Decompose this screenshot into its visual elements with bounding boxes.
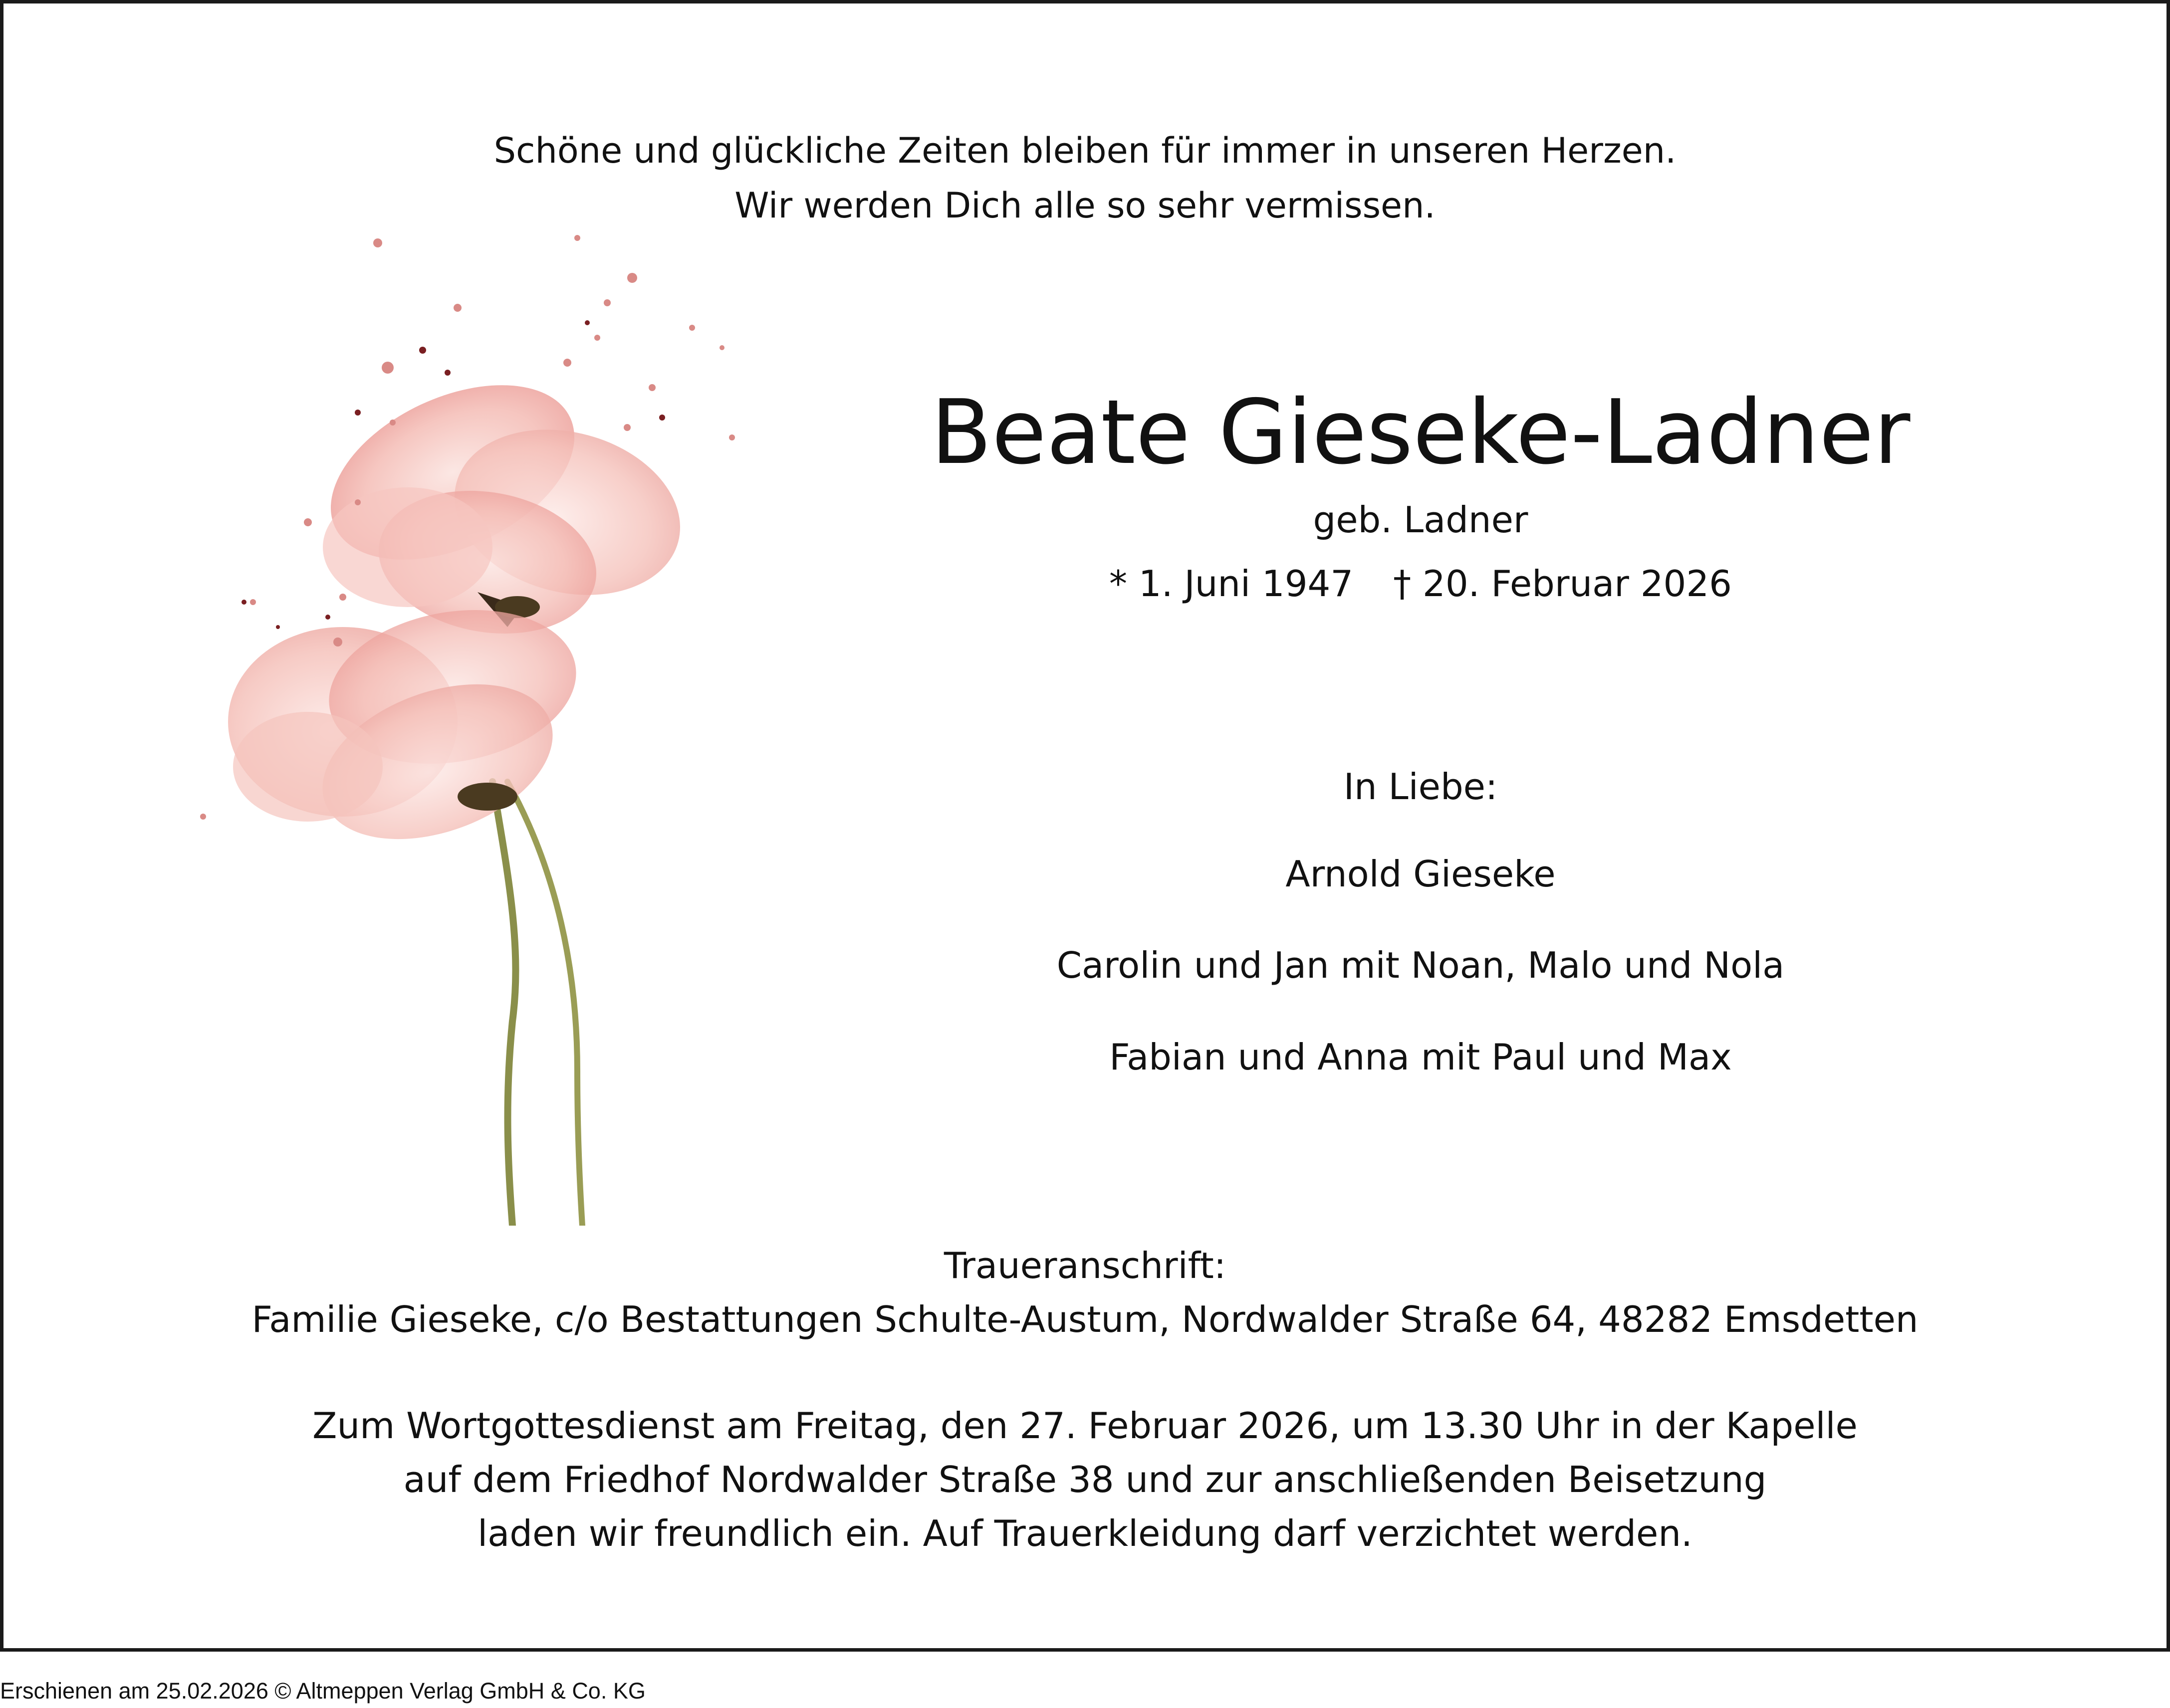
mourning-address: Familie Gieseke, c/o Bestattungen Schulte-Austum, Nordwalder Straße 64, 48282 Emsdetten bbox=[251, 1298, 1919, 1340]
upper-poppy bbox=[303, 350, 699, 650]
poppy-watercolor-illustration bbox=[128, 223, 902, 1226]
publication-footer: Erschienen am 25.02.2026 © Altmeppen Verlag GmbH & Co. KG bbox=[0, 1678, 646, 1704]
birth-name: geb. Ladner bbox=[1313, 499, 1528, 541]
birth-date: * 1. Juni 1947 bbox=[1109, 563, 1354, 605]
intro-quote bbox=[3, 123, 2167, 233]
intro-line-1: Schöne und glückliche Zeiten bleiben für immer in unseren Herzen. bbox=[493, 130, 1677, 171]
service-line-3: laden wir freundlich ein. Auf Trauerkleidung darf verzichtet werden. bbox=[478, 1512, 1692, 1554]
service-line-1: Zum Wortgottesdienst am Freitag, den 27. Februar 2026, um 13.30 Uhr in der Kapelle bbox=[312, 1405, 1858, 1447]
deceased-name: Beate Gieseke-Ladner bbox=[931, 381, 1911, 484]
death-date: † 20. Februar 2026 bbox=[1393, 563, 1732, 605]
intro-line-2: Wir werden Dich alle so sehr vermissen. bbox=[734, 185, 1436, 226]
lower-poppy bbox=[228, 592, 588, 868]
stem-left bbox=[492, 782, 515, 1226]
mourner-line: Fabian und Anna mit Paul und Max bbox=[1109, 1036, 1732, 1078]
service-line-2: auf dem Friedhof Nordwalder Straße 38 und zur anschließenden Beisetzung bbox=[403, 1459, 1767, 1500]
mourner-line: Carolin und Jan mit Noan, Malo und Nola bbox=[1056, 944, 1785, 986]
address-heading: Traueranschrift: bbox=[944, 1245, 1226, 1286]
life-dates bbox=[852, 556, 1989, 611]
service-invitation bbox=[3, 1399, 2167, 1560]
stem-right bbox=[507, 782, 582, 1226]
mourner-line: Arnold Gieseke bbox=[1285, 853, 1556, 895]
mourners-heading: In Liebe: bbox=[1343, 766, 1498, 808]
